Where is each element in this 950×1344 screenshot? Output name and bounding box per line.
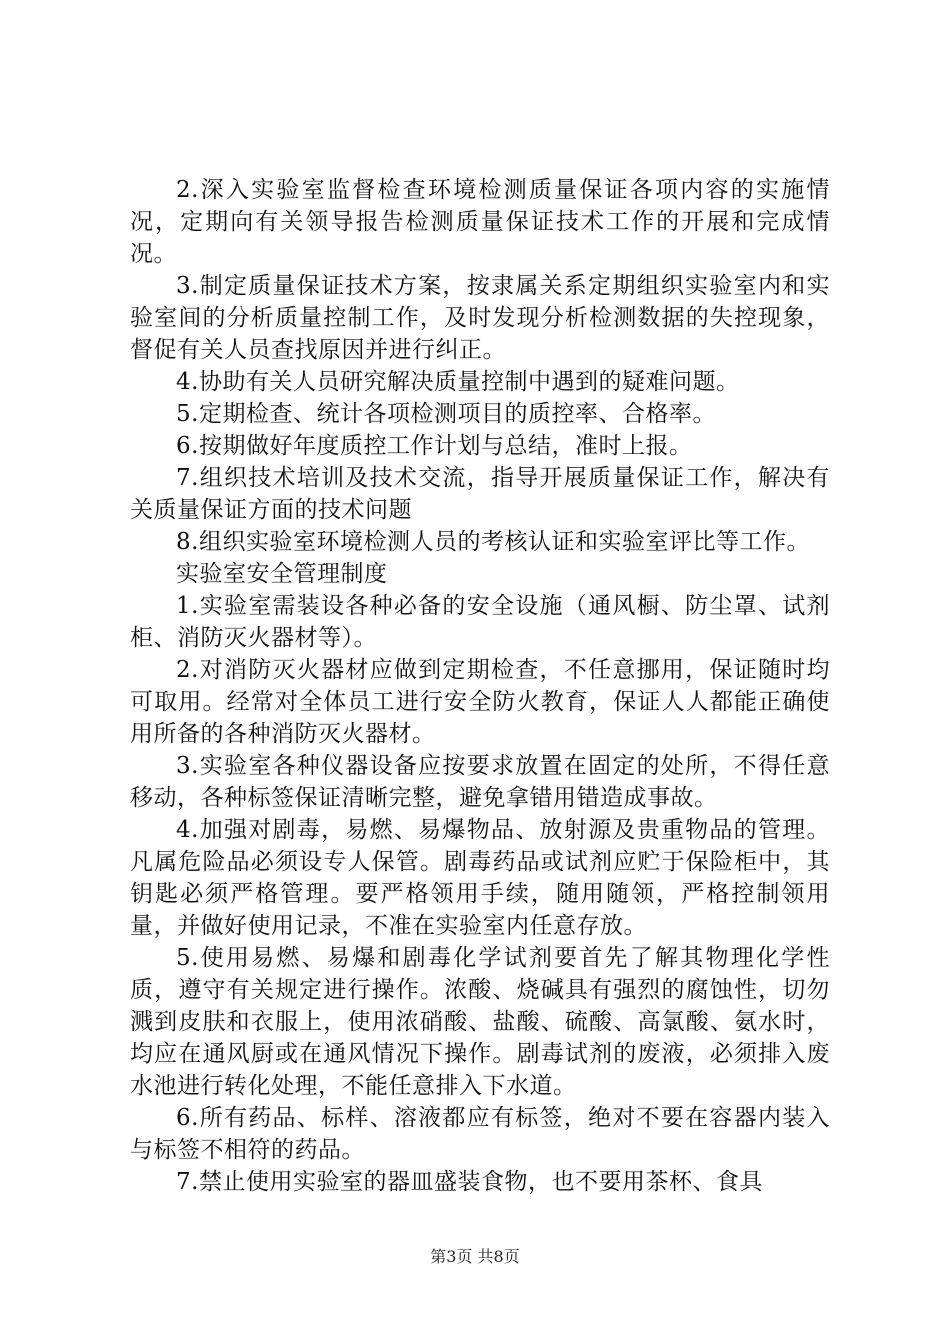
paragraph-safety-2: 2.对消防灭火器材应做到定期检查，不任意挪用，保证随时均可取用。经常对全体员工进行安全防火教育，保证人人都能正确使用所备的各种消防灭火器材。 — [130, 657, 830, 747]
paragraph-safety-4: 4.加强对剧毒，易燃、易爆物品、放射源及贵重物品的管理。凡属危险品必须设专人保管。剧毒药品或试剂应贮于保险柜中，其钥匙必须严格管理。要严格领用手续，随用随领，严格控制领用量，并做好使用记录，不准在实验室内任意存放。 — [130, 817, 830, 939]
paragraph-safety-7: 7.禁止使用实验室的器皿盛装食物，也不要用茶杯、食具 — [176, 1169, 763, 1195]
paragraph-quality-5: 5.定期检查、统计各项检测项目的质控率、合格率。 — [176, 401, 716, 427]
paragraph-quality-4: 4.协助有关人员研究解决质量控制中遇到的疑难问题。 — [176, 369, 740, 395]
document-body — [130, 174, 830, 1198]
paragraph-quality-3: 3.制定质量保证技术方案，按隶属关系定期组织实验室内和实验室间的分析质量控制工作，及时发现分析检测数据的失控现象，督促有关人员查找原因并进行纠正。 — [130, 273, 830, 363]
paragraph-quality-6: 6.按期做好年度质控工作计划与总结，准时上报。 — [176, 433, 693, 459]
paragraph-safety-6: 6.所有药品、标样、溶液都应有标签，绝对不要在容器内装入与标签不相符的药品。 — [130, 1105, 830, 1163]
paragraph-quality-8: 8.组织实验室环境检测人员的考核认证和实验室评比等工作。 — [176, 529, 810, 555]
paragraph-safety-5: 5.使用易燃、易爆和剧毒化学试剂要首先了解其物理化学性质，遵守有关规定进行操作。浓酸、烧碱具有强烈的腐蚀性，切勿溅到皮肤和衣服上，使用浓硝酸、盐酸、硫酸、高氯酸、氨水时，均应在通风厨或在通风情况下操作。剧毒试剂的废液，必须排入废水池进行转化处理，不能任意排入下水道。 — [130, 945, 830, 1099]
section-heading-safety: 实验室安全管理制度 — [176, 561, 388, 587]
page-footer: 第3页 共8页 — [430, 1247, 520, 1266]
paragraph-quality-2: 2.深入实验室监督检查环境检测质量保证各项内容的实施情况，定期向有关领导报告检测质量保证技术工作的开展和完成情况。 — [130, 177, 830, 267]
paragraph-safety-3: 3.实验室各种仪器设备应按要求放置在固定的处所，不得任意移动，各种标签保证清晰完整，避免拿错用错造成事故。 — [130, 753, 830, 811]
paragraph-quality-7: 7.组织技术培训及技术交流，指导开展质量保证工作，解决有关质量保证方面的技术问题 — [130, 465, 830, 523]
paragraph-safety-1: 1.实验室需装设各种必备的安全设施（通风橱、防尘罩、试剂柜、消防灭火器材等）。 — [130, 593, 830, 651]
